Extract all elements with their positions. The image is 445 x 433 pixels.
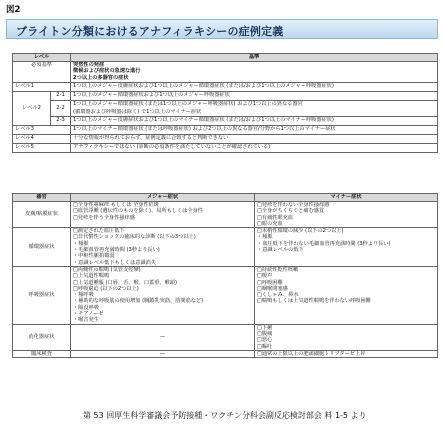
minor-symptom-line: □嗄声 [257,273,273,280]
minor-symptoms-cell [255,202,438,228]
major-symptoms-cell [71,324,255,350]
major-symptom-line: — [159,350,166,357]
organ-cell: 臨床検査 [13,350,71,357]
criteria-cell: 1つ以上のメジャー循環器症状 (または1つ以上のメジャー呼吸器症状) および1つ以上の異なる器官 [71,101,438,109]
minor-symptom-line: □末梢性循環の減少 (以下の2つ以上) [257,228,344,235]
level-cell: レベル5 [13,144,71,153]
essential-line: 突然性の発症 [73,62,105,68]
level-criteria-table [12,53,438,153]
symptom-row [13,324,438,350]
essential-line: 徴候および症状の急速な進行 [73,68,141,75]
organ-cell: 消化器症状 [13,324,71,350]
minor-symptom-line: □悪心 [257,337,273,344]
level-cell: レベル2 [13,92,51,126]
major-symptom-line: ・補助的な呼吸筋の使用増加 (胸鎖乳突筋、肋間筋など) [73,298,204,305]
major-symptoms-cell [71,228,255,267]
criteria-cell: アナフィラキシーではない (診断の必須条件を満たしていないことが確認されている) [71,144,438,153]
minor-symptom-line: □腹痛 [257,330,273,337]
minor-symptom-line: □呼吸困難 [257,279,283,286]
level-header: レベル [13,54,71,62]
sublevel-cell: 2-1 [51,92,71,101]
major-symptoms-cell [71,266,255,324]
sublevel-cell: 2-3 [51,117,71,126]
criteria-header: 基準 [71,54,438,62]
minor-symptom-line: □有痛性眼充血 [257,214,294,221]
major-symptom-line: ・中枢性脈拍微弱 [73,253,115,260]
figure-title: ブライトン分類におけるアナフィラキシーの症例定義 [16,25,284,38]
minor-symptom-line: □喘鳴もしくは上気道性喘鳴を伴わない呼吸困難 [257,298,371,305]
sublevel-cell: 2-2 [51,101,71,117]
major-symptom-line: ・喉音発生 [73,317,99,324]
major-symptom-line: □全身性蕁麻疹 もしくは 全身性紅斑 [73,202,160,208]
symptom-table [12,193,438,358]
minor-symptoms-cell [255,350,438,357]
criteria-cell: 十分な情報が得られておらず、症例定義に合致すると判断できない [71,135,438,144]
criteria-cell: 1つ以上のマイナー循環器症状 (または呼吸器症状) および2つ以上の異なる器官/分野から1つ以上のマイナー症状 [71,126,438,135]
minor-symptoms-cell [255,266,438,324]
criteria-cell: 1つ以上のメジャー循環器症状および1つ以上のメジャー呼吸器症状 [71,92,438,101]
major-symptom-line: □測定された血圧低下 [73,228,125,235]
major-symptom-line: □発疹を伴う全身性掻痒感 [73,214,135,221]
minor-symptom-line: □咽喉閉塞感 [257,285,288,292]
criteria-cell: 1つ以上のメジャー皮膚症状および1つ以上のメジャー循環器症状 (または/および1つ以上のメジャー呼吸器症状) [71,83,438,92]
major-symptom-line: ・頻脈 [73,240,89,247]
organ-cell: 循環器症状 [13,228,71,267]
level-cell: レベル1 [13,83,71,92]
major-header: メジャー症状 [71,194,255,202]
major-symptoms-cell [71,202,255,228]
major-symptoms-cell [71,350,255,357]
source-footer: 第 53 回厚生科学審議会予防接種・ワクチン分科会副反応検討部会 料 1-5 より [83,411,367,420]
major-symptom-line: ・毛細血管再充満時間 (3秒より長い) [73,247,160,254]
level-cell: レベル3 [13,126,71,135]
major-symptom-line: □上気道腫脹 (口唇、舌、喉、口蓋垂、喉頭) [73,279,177,286]
minor-symptom-line: □通常の上限以上の肥満細胞トリプターゼ上昇 [257,350,366,357]
major-symptom-line: ・意識レベル低下もしくは意識消失 [73,259,157,266]
level-cell: レベル4 [13,135,71,144]
minor-header: マイナー症状 [255,194,438,202]
figure-label: 図2 [6,5,21,15]
symptom-row [13,202,438,228]
major-symptom-line: ・頻呼吸 [73,292,94,299]
symptom-row [13,350,438,357]
major-symptom-line: □呼吸窮迫 (以下の2つ以上) [73,285,139,292]
minor-symptom-line: □眼の充血 [257,220,283,227]
minor-symptom-line: ・血圧低下を伴わない毛細血管再充満時間 (3秒より長い) [257,240,391,247]
essential-line: 2つ以上の多器官の症状 [73,74,129,81]
minor-symptom-line: □全身がちくちくと痛む感覚 [257,208,325,215]
minor-symptom-line: ・意識レベルの低下 [257,247,304,254]
organ-header: 器官 [13,194,71,202]
symptom-row [13,228,438,267]
major-symptom-line: □血管浮腫 (遺伝性のものを除く)、局所もしくは全身性 [73,208,203,215]
minor-symptoms-cell [255,324,438,350]
title-bar [6,19,438,39]
minor-symptom-line: □持続性乾性咳嗽 [257,266,299,273]
criteria-cell: (循環器および呼吸器は除く) で1つ以上のマイナー症状 [71,109,438,117]
minor-symptom-line: □嘔吐 [257,343,273,350]
major-symptom-line: — [159,334,166,341]
major-symptom-line: ・チアノーゼ [73,311,104,318]
symptom-row [13,266,438,324]
major-symptom-line: □両側性の喘鳴 (気管支痙攣) [73,266,141,273]
minor-symptom-line: □くしゃみ、鼻水 [257,292,299,299]
minor-symptoms-cell [255,228,438,267]
minor-symptom-line: □発疹を伴わない全身性掻痒感 [257,202,330,208]
criteria-cell: 1つ以上のメジャー皮膚症状および1つ以上のマイナー循環器症状 (または/および1つ以上のマイナー呼吸器症状) [71,117,438,126]
major-symptom-line: ・陥没呼吸 [73,304,99,311]
major-symptom-line: □非代償性ショックの臨床的な診断 (以下の3つ以上) [73,234,196,241]
major-symptom-line: □上気道性喘鳴 [73,273,110,280]
organ-cell: 呼吸器症状 [13,266,71,324]
organ-cell: 皮膚/粘膜症状 [13,202,71,228]
minor-symptom-line: □下痢 [257,324,273,331]
minor-symptom-line: ・頻脈 [257,234,273,241]
essential-criteria [71,62,438,83]
essential-label: 必須基準 [13,62,71,83]
